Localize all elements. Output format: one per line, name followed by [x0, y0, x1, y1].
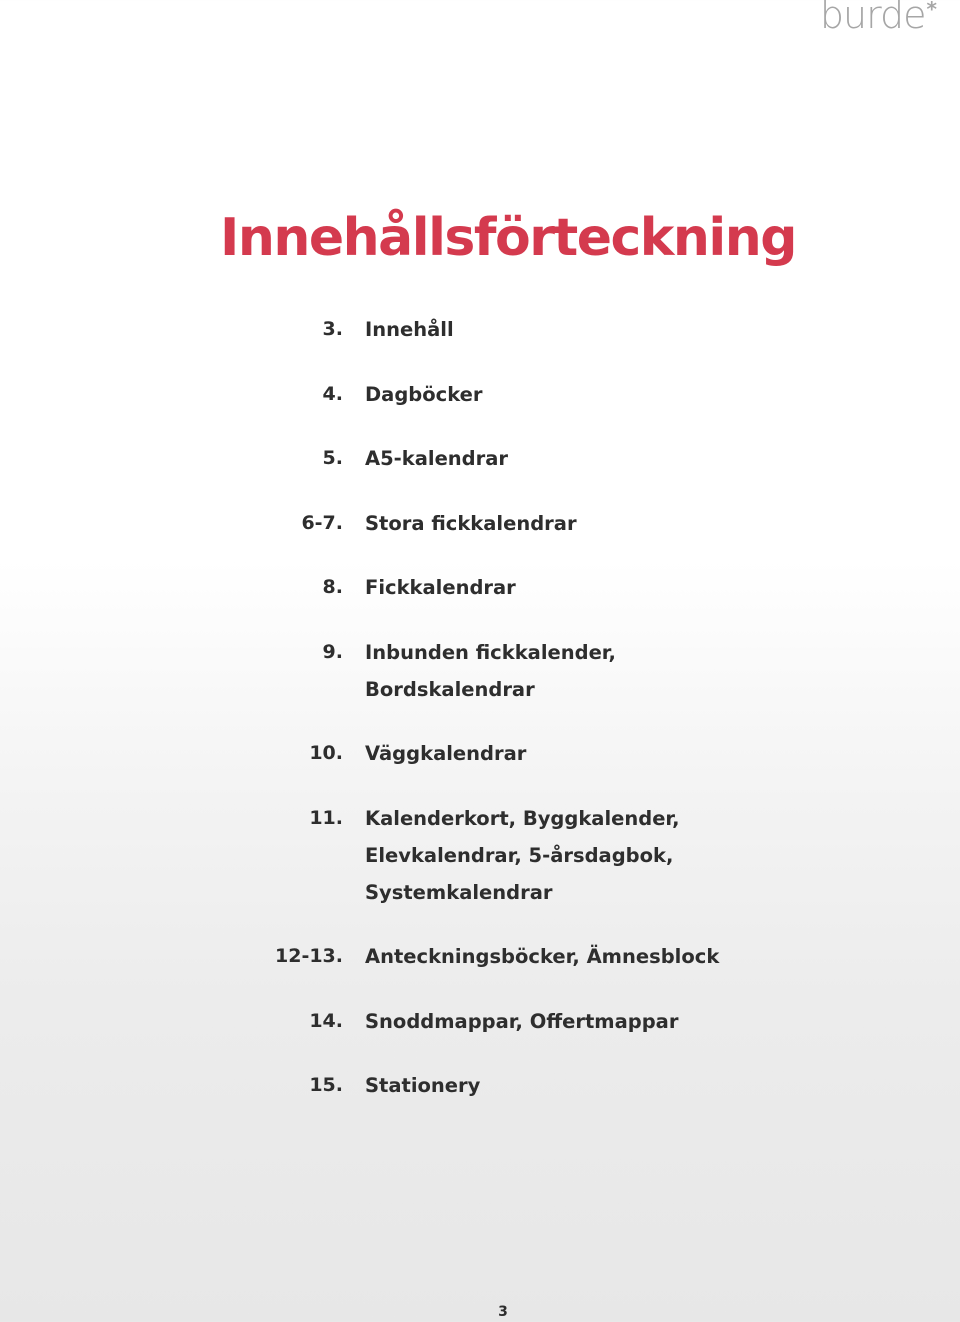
toc-page-number: 4. [322, 382, 343, 405]
toc-page-number: 10. [309, 742, 343, 764]
toc-entry[interactable] [0, 505, 960, 542]
toc-entry-title: Inbunden fickkalender, [365, 640, 616, 664]
toc-entry-title: Anteckningsböcker, Ämnesblock [365, 945, 720, 968]
toc-entry[interactable] [0, 634, 960, 708]
toc-entry-title: Kalenderkort, Byggkalender, [365, 806, 680, 830]
toc-entry-title: Snoddmappar, Offertmappar [365, 1009, 679, 1033]
toc-page-number: 12-13. [275, 945, 343, 967]
burde-logo [819, 0, 936, 37]
toc-entry-title: Stora fickkalendrar [365, 511, 577, 535]
toc-page-number: 5. [322, 447, 343, 469]
toc-entry[interactable] [0, 735, 960, 772]
toc-entry[interactable] [0, 440, 960, 477]
toc-entry[interactable] [0, 800, 960, 911]
toc-entry[interactable] [0, 1003, 960, 1040]
toc-page-number: 8. [322, 576, 343, 598]
toc-entry-title: Fickkalendrar [365, 576, 516, 599]
toc-page-number: 11. [309, 806, 343, 829]
toc-entry[interactable] [0, 376, 960, 413]
toc-entry-title: Innehåll [365, 318, 454, 341]
toc-entry-title-continued: Elevkalendrar, 5-årsdagbok, [365, 843, 674, 867]
toc-entry-title-continued: Bordskalendrar [365, 677, 535, 701]
page-title: Innehållsförteckning [220, 208, 796, 268]
toc-entry[interactable] [0, 938, 960, 975]
toc-entry[interactable] [0, 1067, 960, 1104]
toc-entry-title: Dagböcker [365, 382, 483, 406]
toc-entry-title: A5-kalendrar [365, 447, 509, 470]
toc-entry[interactable] [0, 311, 960, 348]
toc-page-number: 9. [322, 640, 343, 663]
table-of-contents [0, 311, 960, 1132]
logo-star-icon: * [926, 0, 936, 21]
toc-page-number: 6-7. [301, 511, 343, 534]
toc-page-number: 14. [309, 1009, 343, 1032]
toc-entry-title-continued: Systemkalendrar [365, 880, 553, 904]
page-number: 3 [498, 1304, 508, 1320]
toc-page-number: 15. [309, 1074, 343, 1096]
toc-entry-title: Stationery [365, 1074, 481, 1097]
logo-wordmark: burde [819, 0, 926, 37]
toc-entry-title: Väggkalendrar [365, 742, 527, 765]
toc-entry[interactable] [0, 569, 960, 606]
toc-page-number: 3. [322, 318, 343, 340]
